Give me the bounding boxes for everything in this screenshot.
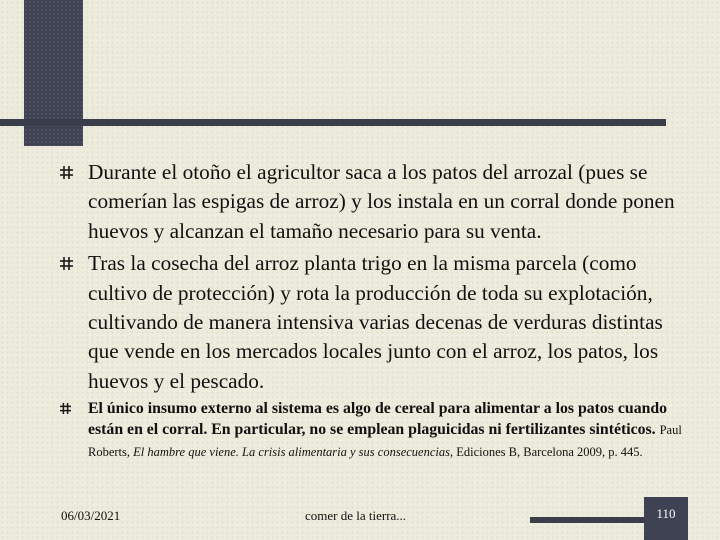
bullet-item-1	[58, 158, 683, 246]
hash-bullet-icon	[60, 257, 73, 270]
citation-publisher: Ediciones B, Barcelona 2009, p. 445.	[453, 445, 643, 460]
bullet-text: Durante el otoño el agricultor saca a los patos del arrozal (pues se comerían las espigas de arroz) y los instala en un corral donde ponen huevos y alcanzan el tamaño necesario para su venta.	[88, 160, 675, 243]
citation-author: Paul Roberts,	[88, 423, 682, 460]
hash-bullet-icon	[60, 166, 73, 179]
bullet-text: Tras la cosecha del arroz planta trigo en la misma parcela (como cultivo de protección) y rota la producción de toda su explotación, cultivando de manera intensiva varias decenas de verduras distintas que vende en los mercados locales junto con el arroz, los patos, los huevos y el pescado.	[88, 251, 663, 393]
page-number: 110	[656, 506, 676, 521]
footer-date: 06/03/2021	[61, 508, 121, 523]
title-divider-bar	[0, 119, 666, 126]
bullet-item-note	[58, 398, 683, 463]
note-paragraph	[88, 398, 683, 463]
citation-title: El hambre que viene. La crisis alimentaria y sus consecuencias,	[133, 445, 454, 460]
footer-title: comer de la tierra...	[305, 508, 407, 523]
bullet-item-2	[58, 249, 683, 396]
note-text: El único insumo externo al sistema es algo de cereal para alimentar a los patos cuando están en el corral. En particular, no se emplean plaguicidas ni fertilizantes sintéticos.	[88, 400, 668, 439]
bullet-list	[58, 158, 683, 463]
hash-bullet-icon	[60, 403, 71, 414]
footer-bar	[530, 517, 644, 523]
